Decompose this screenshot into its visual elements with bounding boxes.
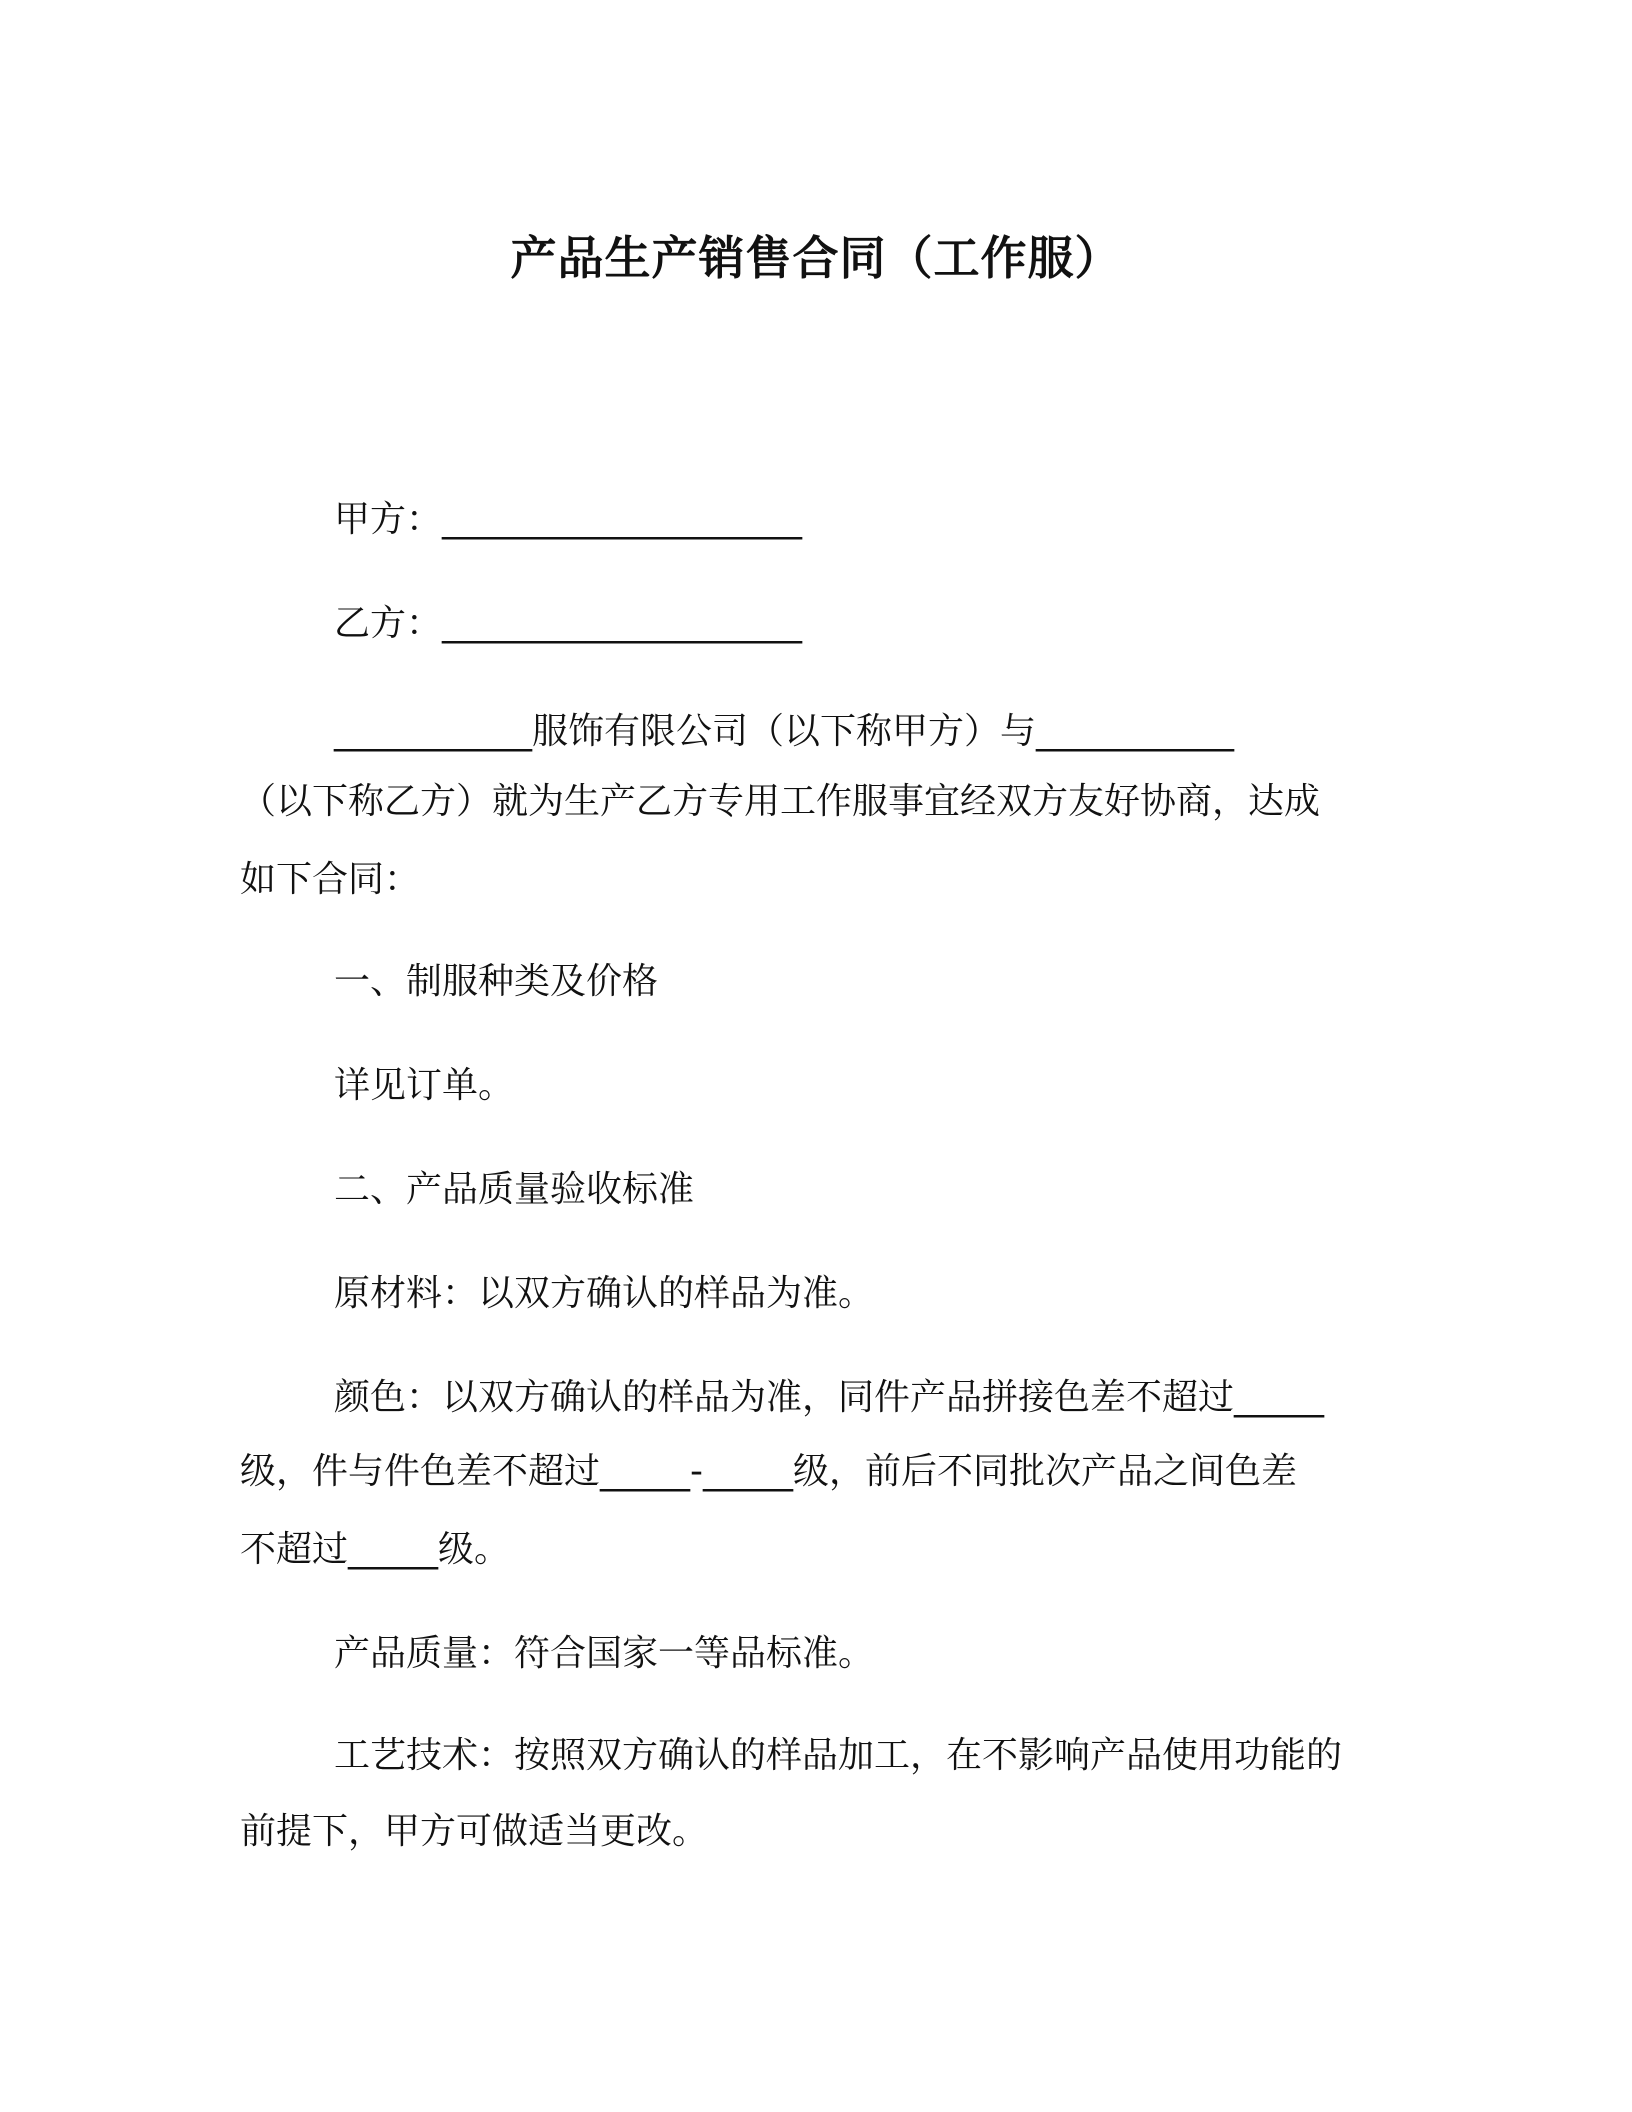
document-title: 产品生产销售合同（工作服） (510, 231, 1122, 285)
craft-clause-line-2: 前提下，甲方可做适当更改。 (240, 1811, 709, 1852)
section-1-body: 详见订单。 (334, 1065, 515, 1106)
intro-line-1: ___________服饰有限公司（以下称甲方）与___________ (334, 711, 1235, 752)
section-2-heading: 二、产品质量验收标准 (334, 1169, 695, 1210)
section-1-heading: 一、制服种类及价格 (334, 961, 659, 1002)
color-clause-line-2: 级，件与件色差不超过_____-_____级，前后不同批次产品之间色差 (240, 1451, 1297, 1492)
party-b-line: 乙方：____________________ (334, 603, 803, 644)
craft-clause-line-1: 工艺技术：按照双方确认的样品加工，在不影响产品使用功能的 (334, 1735, 1343, 1776)
color-clause-line-3: 不超过_____级。 (240, 1529, 511, 1570)
raw-material-clause: 原材料：以双方确认的样品为准。 (334, 1273, 875, 1314)
intro-line-3: 如下合同： (240, 859, 421, 900)
quality-clause: 产品质量：符合国家一等品标准。 (334, 1633, 875, 1674)
color-clause-line-1: 颜色：以双方确认的样品为准，同件产品拼接色差不超过_____ (334, 1377, 1325, 1418)
party-a-line: 甲方：____________________ (334, 499, 803, 540)
intro-line-2: （以下称乙方）就为生产乙方专用工作服事宜经双方友好协商，达成 (240, 781, 1321, 822)
